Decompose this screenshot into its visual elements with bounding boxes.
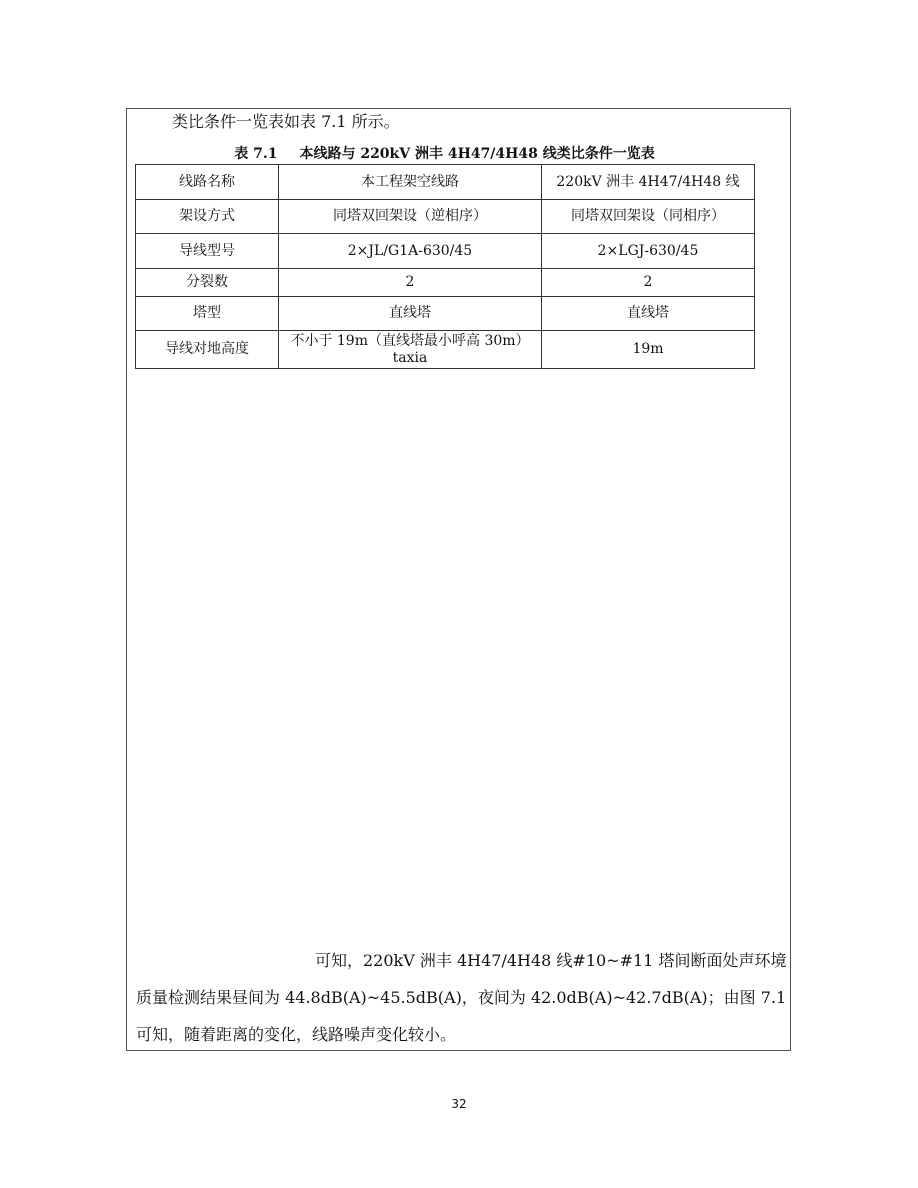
table-cell: 2×LGJ-630/45 bbox=[542, 234, 755, 269]
table-header-cell: 线路名称 bbox=[136, 165, 279, 200]
table-cell: 2 bbox=[542, 269, 755, 297]
table-cell: 分裂数 bbox=[136, 269, 279, 297]
table-header-cell: 220kV 洲丰 4H47/4H48 线 bbox=[542, 165, 755, 200]
table-cell-extra-text: taxia bbox=[392, 349, 428, 366]
table-cell-multiline bbox=[279, 331, 542, 369]
table-cell: 同塔双回架设（同相序） bbox=[542, 200, 755, 234]
table-cell: 同塔双回架设（逆相序） bbox=[279, 200, 542, 234]
table-cell: 2×JL/G1A-630/45 bbox=[279, 234, 542, 269]
paragraph-line: 可知，随着距离的变化，线路噪声变化较小。 bbox=[136, 1025, 457, 1044]
table-cell: 19m bbox=[542, 331, 755, 369]
paragraph-line: 可知，220kV 洲丰 4H47/4H48 线#10~#11 塔间断面处声环境 bbox=[315, 951, 787, 970]
table-caption bbox=[135, 144, 754, 164]
intro-text: 类比条件一览表如表 7.1 所示。 bbox=[172, 112, 400, 131]
paragraph-line: 质量检测结果昼间为 44.8dB(A)~45.5dB(A)，夜间为 42.0dB(A)~42.7dB(A)；由图 7.1 bbox=[136, 988, 787, 1007]
table-cell: 塔型 bbox=[136, 297, 279, 331]
table-cell: 导线对地高度 bbox=[136, 331, 279, 369]
comparison-table bbox=[135, 164, 755, 369]
page-number: 32 bbox=[451, 1097, 467, 1111]
table-cell: 架设方式 bbox=[136, 200, 279, 234]
table-row bbox=[136, 331, 755, 369]
table-cell: 直线塔 bbox=[279, 297, 542, 331]
table-cell: 2 bbox=[279, 269, 542, 297]
table-header-cell: 本工程架空线路 bbox=[279, 165, 542, 200]
table-cell-line: 不小于 19m（直线塔最小呼高 30m） bbox=[290, 332, 530, 349]
table-cell: 直线塔 bbox=[542, 297, 755, 331]
body-paragraph bbox=[136, 942, 786, 1053]
table-header-row bbox=[136, 165, 755, 200]
table-cell: 导线型号 bbox=[136, 234, 279, 269]
table-caption-title: 本线路与 220kV 洲丰 4H47/4H48 线类比条件一览表 bbox=[299, 146, 655, 162]
table-row bbox=[136, 297, 755, 331]
table-row bbox=[136, 269, 755, 297]
table-row bbox=[136, 200, 755, 234]
table-row bbox=[136, 234, 755, 269]
table-caption-number: 表 7.1 bbox=[234, 146, 278, 162]
